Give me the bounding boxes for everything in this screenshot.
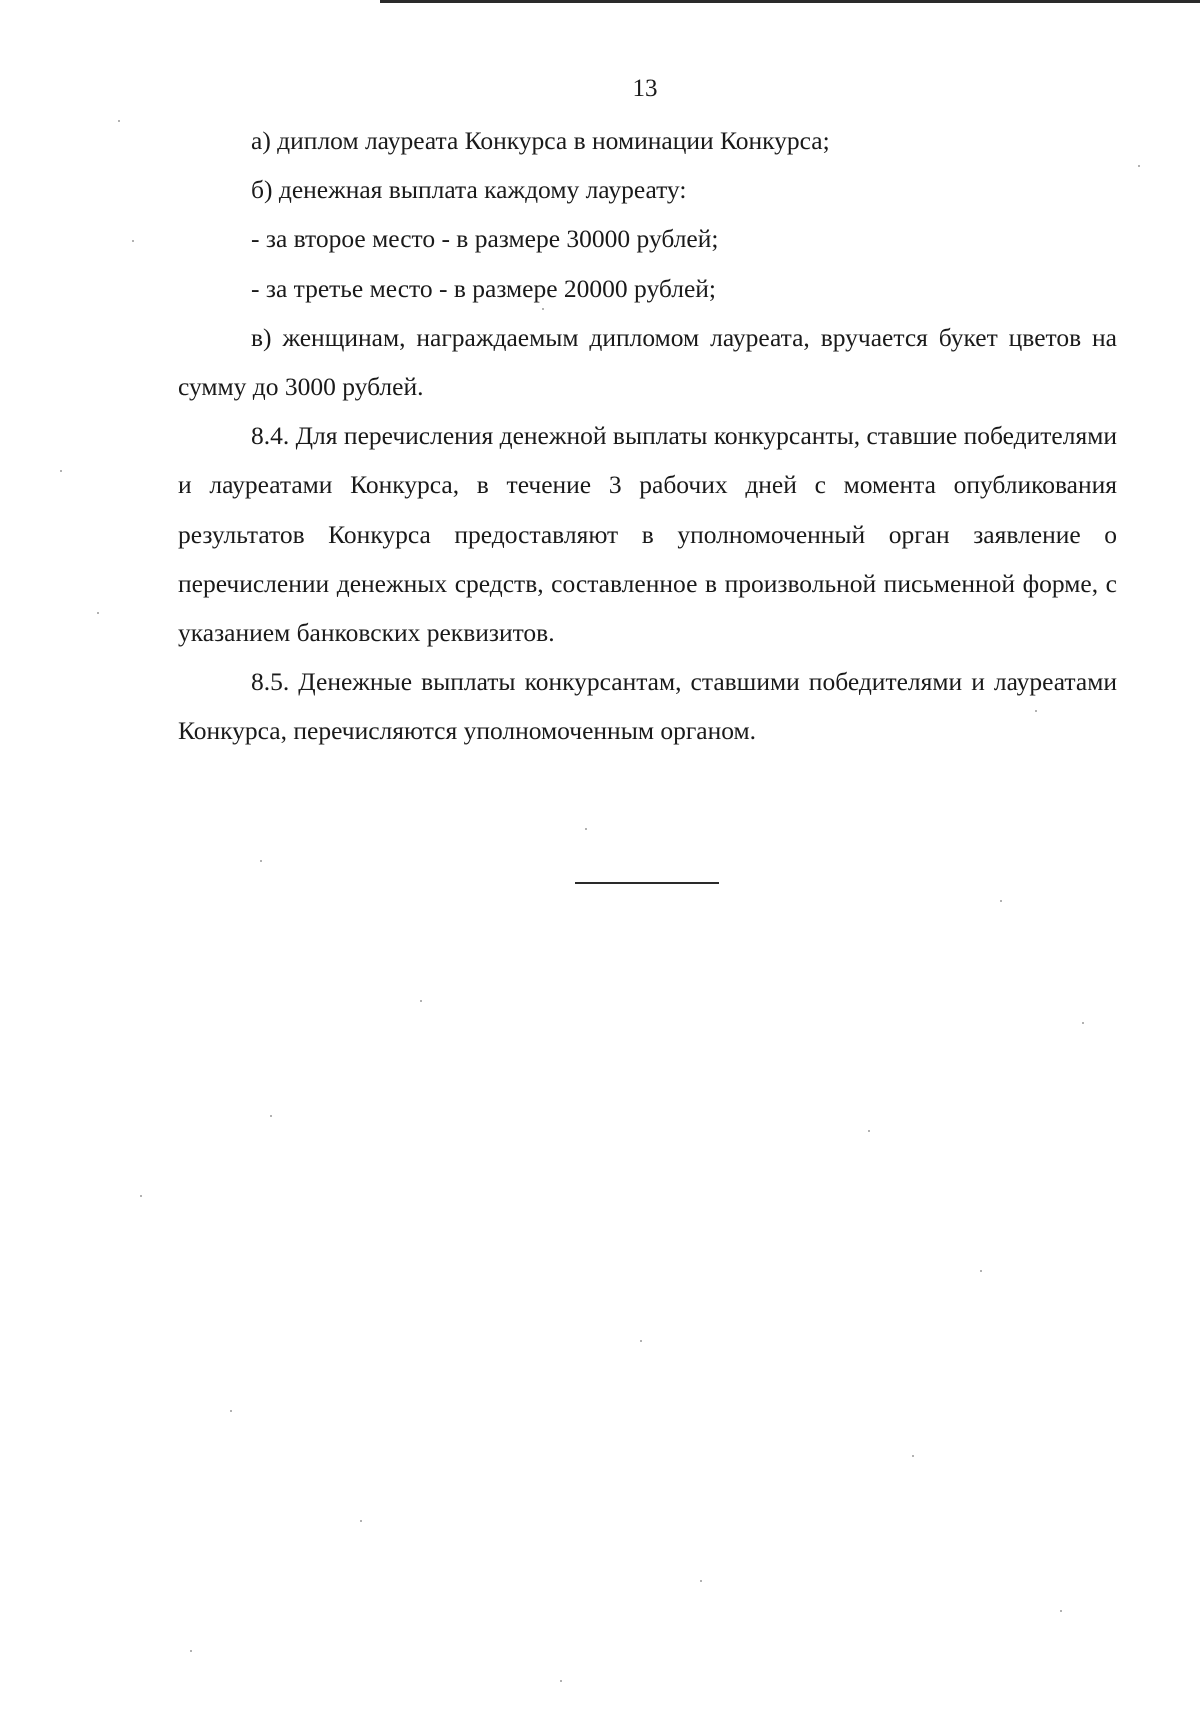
scan-speck: [118, 120, 120, 122]
scan-speck: [1000, 900, 1002, 902]
scan-speck: [912, 1455, 914, 1457]
scan-speck: [1138, 165, 1140, 167]
scan-speck: [260, 860, 262, 862]
body-text: [178, 116, 1117, 756]
scan-speck: [640, 1340, 642, 1342]
paragraph-flowers: в) женщинам, награждаемым дипломом лауреата, вручается букет цветов на сумму до 3000 рублей.: [178, 322, 1117, 402]
scan-speck: [60, 470, 62, 472]
paragraph-third-place: - за третье место - в размере 20000 рублей;: [251, 273, 716, 303]
scan-speck: [1060, 1610, 1062, 1612]
scan-speck: [542, 308, 544, 310]
scan-speck: [868, 1130, 870, 1132]
paragraph-payment: б) денежная выплата каждому лауреату:: [251, 175, 687, 205]
scan-speck: [140, 1195, 142, 1197]
scan-speck: [360, 1520, 362, 1522]
scan-speck: [97, 612, 99, 614]
scan-speck: [585, 828, 587, 830]
scan-speck: [190, 1650, 192, 1652]
page-number: 13: [632, 75, 658, 102]
scan-speck: [132, 240, 134, 242]
scan-speck: [700, 1580, 702, 1582]
closing-line: [575, 882, 719, 884]
scan-speck: [1082, 1022, 1084, 1024]
scan-speck: [270, 1115, 272, 1117]
scan-speck: [980, 1270, 982, 1272]
scan-speck: [560, 1680, 562, 1682]
scan-edge-line: [380, 0, 1200, 3]
paragraph-8-5: 8.5. Денежные выплаты конкурсантам, ставшими победителями и лауреатами Конкурса, перечисляются уполномоченным органом.: [178, 667, 1117, 746]
paragraph-8-4: 8.4. Для перечисления денежной выплаты конкурсанты, ставшие победителями и лауреатами Конкурса, в течение 3 рабочих дней с момента опубликования результатов Конкурса предоставляют в уполномоченный орган заявление о перечислении денежных средств, составленное в произвольной письменной форме, с указанием банковских реквизитов.: [178, 421, 1117, 648]
paragraph-diploma: а) диплом лауреата Конкурса в номинации Конкурса;: [251, 126, 830, 155]
paragraph-second-place: - за второе место - в размере 30000 рублей;: [251, 224, 719, 254]
scan-speck: [420, 1000, 422, 1002]
scan-speck: [1035, 710, 1037, 712]
scan-speck: [230, 1410, 232, 1412]
